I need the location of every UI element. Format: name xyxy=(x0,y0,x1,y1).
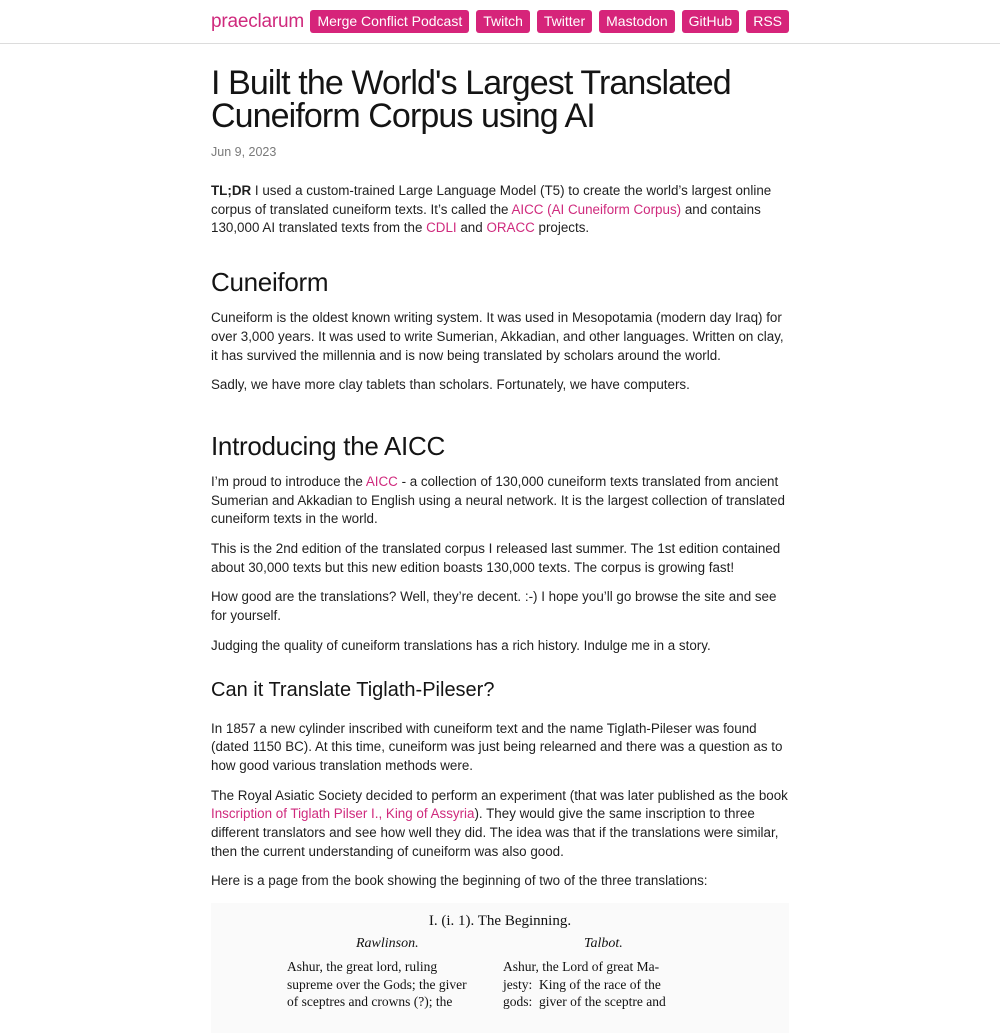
aicc-paragraph-2: This is the 2nd edition of the translated corpus I released last summer. The 1st edition contained about 30,000 texts but this new edition boasts 130,000 texts. The corpus is growing fast! xyxy=(211,541,781,575)
cdli-link[interactable]: CDLI xyxy=(426,220,457,236)
site-header xyxy=(0,0,1000,44)
heading-tiglath-pileser: Can it Translate Tiglath-Pileser? xyxy=(211,678,495,701)
top-nav xyxy=(310,10,789,33)
aicc-paragraph-3: How good are the translations? Well, they’re decent. :-) I hope you’ll go browse the site and see for yourself. xyxy=(211,589,777,624)
nav-github[interactable]: GitHub xyxy=(682,10,740,33)
tldr-text: projects. xyxy=(534,220,590,236)
post-date: Jun 9, 2023 xyxy=(211,145,277,159)
aicc-paragraph-4: Judging the quality of cuneiform translations has a rich history. Indulge me in a story. xyxy=(211,637,711,653)
tldr-text: and contains 130,000 AI translated texts from the xyxy=(211,201,761,236)
book-page-image xyxy=(211,903,789,1033)
tldr-text: I used a custom-trained Large Language Model (T5) to create the world’s largest online corpus of translated cuneiform texts. It’s called the xyxy=(211,183,772,217)
figure-left-text: Ashur, the great lord, ruling supreme over the Gods; the giver of sceptres and crowns (?); the xyxy=(287,959,467,1010)
tiglath-paragraph-3: Here is a page from the book showing the beginning of two of the three translations: xyxy=(211,873,708,889)
figure-heading: I. (i. 1). The Beginning. xyxy=(428,913,572,930)
nav-twitter[interactable]: Twitter xyxy=(537,10,592,33)
post-title: I Built the World's Largest Translated Cuneiform Corpus using AI xyxy=(211,64,731,135)
tldr-paragraph xyxy=(211,182,789,238)
nav-merge-conflict-podcast[interactable]: Merge Conflict Podcast xyxy=(310,10,469,33)
nav-mastodon[interactable]: Mastodon xyxy=(599,10,674,33)
tiglath-text: The Royal Asiatic Society decided to perform an experiment (that was later published as the book xyxy=(211,787,788,803)
nav-rss[interactable]: RSS xyxy=(746,10,789,33)
figure-left-title: Rawlinson. xyxy=(356,936,419,952)
site-logo-link[interactable]: praeclarum xyxy=(211,10,305,32)
heading-introducing-aicc: Introducing the AICC xyxy=(211,430,445,461)
aicc-corpus-link[interactable]: AICC (AI Cuneiform Corpus) xyxy=(511,201,682,217)
tiglath-paragraph-2 xyxy=(211,787,789,862)
heading-cuneiform: Cuneiform xyxy=(211,267,329,298)
nav-twitch[interactable]: Twitch xyxy=(476,10,530,33)
tiglath-text: ). They would give the same inscription to three different translators and see how well they did. The idea was that if the translations were similar, then the current understanding of cuneiform was also good. xyxy=(211,806,779,859)
aicc-paragraph-1 xyxy=(211,473,789,529)
aicc-link[interactable]: AICC xyxy=(365,473,398,489)
aicc-text: - a collection of 130,000 cuneiform texts translated from ancient Sumerian and Akkadian to English using a neural network. It is the largest collection of translated cuneiform texts in the world. xyxy=(211,473,785,527)
cuneiform-paragraph-1: Cuneiform is the oldest known writing system. It was used in Mesopotamia (modern day Iraq) for over 3,000 years. It was used to write Sumerian, Akkadian, and other languages. Written on clay, it has survived the millennia and is now being translated by scholars around the world. xyxy=(211,310,784,363)
aicc-text: I’m proud to introduce the xyxy=(211,473,366,489)
tiglath-paragraph-1: In 1857 a new cylinder inscribed with cuneiform text and the name Tiglath-Pileser was found (dated 1150 BC). At this time, cuneiform was just being relearned and there was a question as to how good various translation methods were. xyxy=(211,720,783,773)
tldr-text: and xyxy=(456,220,487,236)
tiglath-book-link[interactable]: Inscription of Tiglath Pilser I., King of Assyria xyxy=(211,806,475,822)
blog-post xyxy=(211,44,789,1033)
tldr-label: TL;DR xyxy=(211,183,252,198)
figure-right-text: Ashur, the Lord of great Ma- jesty: King of the race of the gods: giver of the sceptre and xyxy=(503,959,666,1010)
cuneiform-paragraph-2: Sadly, we have more clay tablets than scholars. Fortunately, we have computers. xyxy=(211,377,690,393)
oracc-link[interactable]: ORACC xyxy=(486,220,535,236)
figure-right-title: Talbot. xyxy=(584,936,623,952)
